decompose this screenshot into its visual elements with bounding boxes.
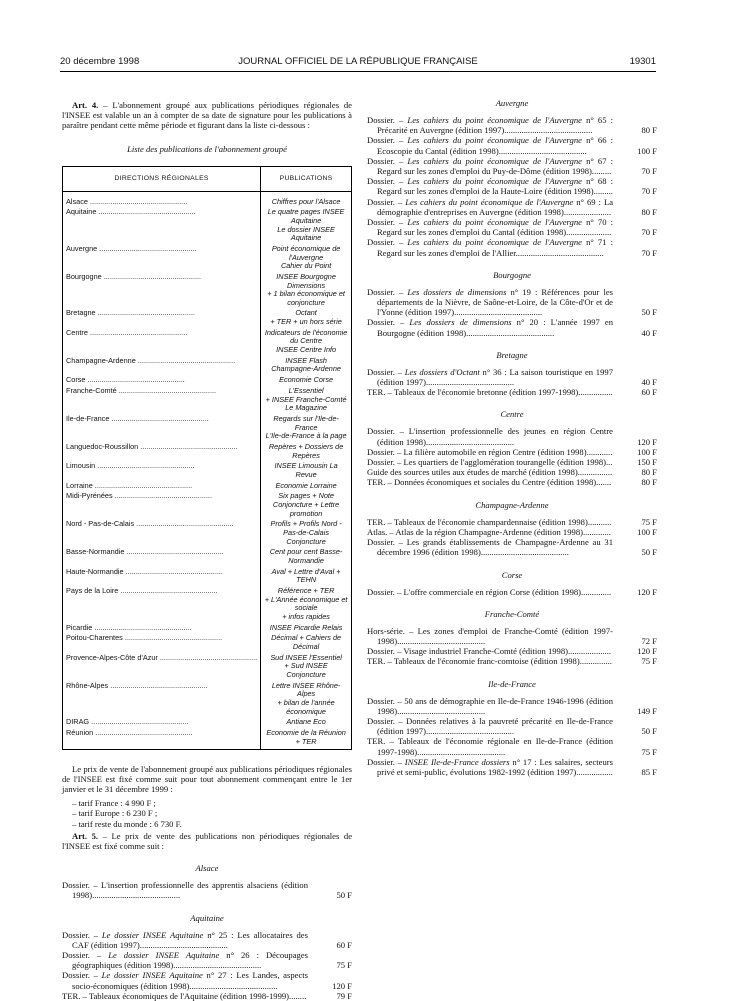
region-section-title: Bretagne: [496, 349, 528, 360]
entry-price: 75 F: [641, 746, 657, 757]
entry-text: TER. – Tableaux de l'économie régionale en Ile-de-France (édition 1997-1998): [367, 736, 613, 757]
entry-text: Dossier. –: [62, 970, 102, 981]
publication-entry: [367, 626, 657, 646]
region-section-title: Aquitaine: [190, 912, 224, 923]
entry-series-title: INSEE Ile-de-France dossiers: [404, 756, 510, 767]
publication-entry: [367, 457, 657, 467]
entry-price: 150 F: [637, 457, 657, 468]
entry-series-title: Les dossiers d'Octant: [404, 366, 480, 377]
entry-price: 60 F: [641, 387, 657, 398]
publication-cell: Référence + TER + L'Année économique et sociale + infos rapides: [264, 586, 348, 621]
entry-series-title: Les dossiers de dimensions: [409, 317, 512, 328]
entry-text: Dossier. –: [62, 949, 109, 960]
region-cell: [63, 718, 261, 729]
entry-price: 50 F: [336, 890, 352, 901]
region-name: Languedoc-Roussillon .....: [66, 443, 238, 451]
region-section-title: Bourgogne: [493, 269, 531, 280]
entry-text: Atlas. – Atlas de la région Champagne-Ardenne (édition 1998): [367, 526, 583, 537]
region-cell: [63, 587, 261, 624]
entry-text-cont: n° 27 : Les Landes, aspects socio-économiques (édition 1998): [72, 970, 308, 991]
header-rule: [60, 71, 656, 72]
region-name: Aquitaine .....: [66, 208, 196, 216]
publication-entry: [62, 880, 352, 900]
region-section-title: Centre: [500, 409, 524, 420]
publication-cell: Profils + Profils Nord - Pas-de-Calais Conjoncture: [270, 519, 342, 546]
entry-text-cont: n° 65 : Précarité en Auvergne (édition 1997): [377, 115, 613, 136]
region-cell: [63, 208, 261, 245]
region-name: Haute-Normandie .....: [66, 568, 223, 576]
article-5-text: – Le prix de vente des publications non périodiques régionales de l'INSEE est fixé comme suit :: [62, 830, 353, 851]
publication-cell: Cent pour cent Basse-Normandie: [269, 547, 343, 565]
region-cell: [63, 548, 261, 567]
dot-leader: .........................................: [504, 125, 593, 136]
publication-entry: [367, 716, 657, 736]
entry-text: Dossier. –: [367, 176, 408, 187]
dot-leader: .........................................: [425, 726, 515, 737]
region-section-title: Auvergne: [495, 98, 529, 108]
entry-price: 60 F: [336, 939, 352, 950]
entry-price: 75 F: [336, 960, 352, 971]
tariff-item: – tarif reste du monde : 6 730 F.: [72, 818, 182, 829]
entry-text: Dossier. – La filière automobile en région Centre (édition 1998): [367, 446, 587, 457]
dot-leader: .........................................: [417, 746, 506, 757]
article-4: [62, 100, 352, 131]
publication-cell: Regards sur l'Ile-de-France L'Ile-de-France à la page: [265, 413, 347, 441]
entry-text-cont: n° 17 : Les salaires, secteurs privé et semi-public, évolutions 1982-1992 (édition 1997): [377, 756, 614, 777]
table-row: [63, 729, 352, 749]
publication-entry: [367, 426, 657, 446]
region-name: Picardie .....: [66, 624, 192, 632]
region-section-title: Franche-Comté: [484, 608, 540, 619]
entry-text: Dossier. – Données relatives à la pauvreté précarité en Ile-de-France (édition 1997): [367, 715, 613, 737]
table-row: [63, 520, 352, 548]
publication-cell: INSEE Bourgogne Dimensions + 1 bilan économique et conjoncture: [267, 271, 345, 307]
entry-series-title: Les cahiers du point économique de l'Auvergne: [407, 176, 582, 187]
entry-price: 70 F: [641, 186, 657, 197]
article-5: [62, 831, 352, 851]
entry-text-cont: n° 66 : Ecoscopie du Cantal (édition 1998): [377, 135, 613, 156]
region-cell: [63, 624, 261, 635]
entry-text-cont: n° 69 : La démographie d'entreprises en Auvergne (édition 1998): [377, 196, 614, 217]
left-column: [62, 100, 352, 1001]
region-name: Alsace .....: [66, 197, 187, 206]
entry-price: 50 F: [641, 307, 657, 318]
dot-leader: .........................................: [498, 145, 587, 156]
region-name: Basse-Normandie .....: [66, 548, 224, 556]
entry-text: TER. – Tableaux de l'économie franc-comtoise (édition 1998): [367, 656, 580, 667]
dot-leader: ................: [577, 467, 613, 478]
dot-leader: ...............: [579, 656, 612, 667]
right-column: [367, 98, 657, 777]
region-cell: [63, 329, 261, 357]
entry-series-title: Les cahiers du point économique de l'Auvergne: [407, 217, 582, 228]
publication-entry: [367, 367, 657, 387]
tariff-list: [62, 798, 352, 829]
entry-text: Dossier. –: [367, 135, 408, 146]
region-name: Bourgogne .....: [66, 273, 201, 281]
article-4-label: Art. 4.: [72, 100, 99, 110]
entry-price: 100 F: [637, 145, 657, 156]
region-cell: [63, 273, 261, 310]
entry-price: 100 F: [637, 526, 657, 537]
table-row: [63, 492, 352, 520]
region-cell: [63, 462, 261, 481]
entry-price: 120 F: [637, 646, 657, 657]
entry-text: Dossier. –: [367, 366, 405, 377]
entry-price: 40 F: [641, 327, 657, 338]
region-cell: [63, 520, 261, 548]
publication-cell: L'Essentiel + INSEE Franche-Comté Le Magazine: [265, 385, 347, 413]
entry-text: Guide des sources utiles aux études de marché (édition 1998): [367, 467, 578, 478]
entry-series-title: Les cahiers du point économique de l'Auvergne: [407, 155, 582, 166]
entry-text: Dossier. –: [62, 929, 102, 940]
publication-cell: INSEE Picardie Relais: [269, 622, 343, 632]
entry-text: Dossier. –: [367, 237, 408, 248]
entry-text: TER. – Tableaux de l'économie bretonne (édition 1997-1998): [367, 387, 579, 398]
publication-cell: Aval + Lettre d'Aval + TEHN: [271, 566, 341, 585]
publication-entry: [367, 287, 657, 318]
entry-text: Dossier. –: [367, 286, 408, 297]
entry-text: Dossier. – L'offre commerciale en région Corse (édition 1998): [367, 586, 582, 597]
publication-entry: [62, 970, 352, 990]
publication-cell: Octant + TER + un hors série: [270, 308, 342, 327]
entry-text: TER. – Tableaux économiques de l'Aquitaine (édition 1998-1999): [62, 990, 290, 1001]
entry-text-cont: n° 68 : Regard sur les zones d'emploi de la Haute-Loire (édition 1998): [377, 176, 613, 197]
entry-price: 79 F: [336, 990, 352, 1001]
publication-entry: [367, 197, 657, 217]
region-cell: [63, 357, 261, 376]
region-name: Nord - Pas-de-Calais .....: [66, 520, 233, 528]
entry-text-cont: n° 70 : Regard sur les zones d'emploi du Cantal (édition 1998): [377, 217, 613, 238]
entry-text-cont: n° 36 : La saison touristique en 1997 (édition 1997): [377, 366, 613, 388]
table-row: [63, 191, 352, 208]
region-cell: [63, 729, 261, 749]
table-row: [63, 415, 352, 443]
entry-text: Dossier. – L'insertion professionnelle des apprentis alsaciens (édition 1998): [62, 880, 308, 901]
region-cell: [63, 654, 261, 682]
region-section-title: Corse: [501, 569, 523, 580]
publication-cell: Economie Corse: [279, 375, 334, 385]
entry-text: TER. – Tableaux de l'économie champardennaise (édition 1998): [367, 516, 588, 527]
entry-price: 50 F: [641, 547, 657, 558]
publication-entry: [62, 991, 352, 1001]
region-name: Rhône-Alpes .....: [66, 682, 208, 690]
region-cell: [63, 482, 261, 493]
entry-text: Dossier. –: [367, 196, 406, 207]
publication-cell: Lettre INSEE Rhône-Alpes + bilan de l'année économique: [271, 680, 341, 716]
entry-price: 120 F: [332, 980, 352, 991]
entry-price: 80 F: [641, 477, 657, 488]
publication-cell: Economie Lorraine: [275, 480, 337, 490]
region-name: Pays de la Loire .....: [66, 587, 218, 595]
publication-entry: [367, 447, 657, 457]
entry-price: 75 F: [641, 516, 657, 527]
header-date: 20 décembre 1998: [60, 56, 140, 67]
publication-cell: INSEE Limousin La Revue: [274, 461, 338, 479]
entry-text: TER. – Données économiques et sociales du Centre (édition 1998): [367, 477, 597, 488]
tariff-item: – tarif France : 4 990 F ;: [72, 798, 156, 809]
dot-leader: .............: [582, 526, 611, 537]
region-cell: [63, 309, 261, 328]
entry-text: Dossier. –: [367, 217, 408, 228]
entry-text-cont: n° 26 : Découpages géographiques (édition 1998): [72, 949, 308, 971]
publication-entry: [367, 317, 657, 337]
dot-leader: .........................................: [173, 960, 262, 971]
region-name: Bretagne .....: [66, 309, 195, 317]
table-row: [63, 682, 352, 719]
entry-price: 80 F: [641, 467, 657, 478]
publication-entry: [367, 646, 657, 656]
table-row: [63, 387, 352, 415]
region-section-title: Alsace: [195, 863, 219, 874]
entry-price: 85 F: [641, 766, 657, 777]
table-row: [63, 309, 352, 328]
entry-price: 120 F: [637, 586, 657, 597]
publication-entry: [367, 587, 657, 597]
entry-price: 120 F: [637, 436, 657, 447]
entry-text-cont: n° 20 : L'année 1997 en Bourgogne (édition 1998): [377, 317, 613, 338]
region-cell: [63, 492, 261, 520]
entry-price: 70 F: [641, 166, 657, 177]
entry-text: Dossier. – 50 ans de démographie en Ile-de-France 1946-1996 (édition 1998): [367, 695, 613, 716]
region-section-title: Ile-de-France: [488, 678, 536, 689]
entry-text: Dossier. – Les quartiers de l'agglomération tourangelle (édition 1998): [367, 457, 607, 468]
region-name: Midi-Pyrénées .....: [66, 492, 212, 500]
dot-leader: .........................................: [466, 327, 555, 338]
dot-leader: .........................................: [92, 890, 181, 901]
col-header-regions: DIRECTIONS RÉGIONALES: [63, 166, 261, 191]
dot-leader: .........: [593, 186, 613, 197]
dot-leader: ............: [586, 446, 613, 457]
table-row: [63, 587, 352, 624]
dot-leader: .................: [576, 766, 613, 777]
dot-leader: ................: [578, 387, 613, 398]
publication-cell: Décimal + Cahiers de Décimal: [271, 633, 342, 652]
dot-leader: .........................................: [139, 939, 228, 950]
region-name: Auvergne .....: [66, 245, 197, 253]
article-5-label: Art. 5.: [72, 830, 99, 841]
table-title: Liste des publications de l'abonnement groupé: [127, 143, 287, 154]
entry-text: Dossier. –: [367, 155, 408, 166]
region-cell: [63, 682, 261, 719]
dot-leader: ...........: [587, 516, 612, 527]
publication-entry: [62, 930, 352, 950]
entry-price: 80 F: [641, 206, 657, 217]
dot-leader: .........................................: [189, 980, 278, 991]
entry-price: 40 F: [641, 377, 657, 388]
publication-cell: Economie de la Réunion + TER: [266, 728, 346, 746]
dot-leader: .........: [591, 166, 612, 177]
price-paragraph: Le prix de vente de l'abonnement groupé aux publications périodiques régionales de l'INSEE est fixé comme suit pour tout abonnement commençant entre le 1er janvier et le 31 décembre 1999 :: [62, 763, 352, 794]
entry-price: 72 F: [641, 635, 657, 646]
publication-cell: Sud INSEE l'Essentiel + Sud INSEE Conjoncture: [270, 652, 342, 680]
dot-leader: .....................: [566, 227, 612, 238]
table-row: [63, 273, 352, 310]
table-row: [63, 462, 352, 481]
article-4-text: – L'abonnement groupé aux publications périodiques régionales de l'INSEE est valable un an à compter de sa date de signature pour les publications à paraître pendant cette même période et figurant dans la liste ci-dessous :: [62, 100, 352, 131]
entry-series-title: Les dossiers de dimensions: [407, 286, 507, 297]
entry-text: Dossier. –: [367, 756, 405, 767]
entry-text: Dossier. – Les grands établissements de Champagne-Ardenne au 31 décembre 1996 (édition 1998): [367, 537, 613, 558]
header-journal-title: JOURNAL OFFICIEL DE LA RÉPUBLIQUE FRANÇAISE: [238, 56, 478, 67]
publication-cell: INSEE Flash Champagne-Ardenne: [271, 355, 341, 374]
region-cell: [63, 387, 261, 415]
publication-entry: [367, 537, 657, 557]
region-cell: [63, 443, 261, 462]
entry-text: Dossier. – Visage industriel Franche-Comté (édition 1998): [367, 646, 569, 657]
region-section-title: Champagne-Ardenne: [475, 499, 549, 510]
dot-leader: ....................: [568, 646, 611, 657]
region-cell: [63, 568, 261, 587]
table-row: [63, 634, 352, 653]
dot-leader: .........................................: [480, 547, 569, 558]
region-name: Provence-Alpes-Côte d'Azur .....: [66, 654, 257, 662]
dot-leader: .........................................: [397, 635, 486, 646]
publication-entry: [367, 736, 657, 756]
tariff-item: – tarif Europe : 6 230 F ;: [72, 808, 158, 819]
dot-leader: .........................................: [425, 377, 515, 388]
region-name: Limousin .....: [66, 462, 195, 470]
publication-cell: Point économique de l'Auvergne Cahier du Point: [271, 243, 341, 271]
dot-leader: ........: [289, 990, 307, 1001]
region-name: DIRAG .....: [66, 718, 188, 726]
publication-cell: Repères + Dossiers de Repères: [268, 441, 344, 460]
publication-cell: Indicateurs de l'économie du Centre INSEE Centre Info: [264, 327, 348, 355]
publication-entry: [367, 156, 657, 176]
entry-text-cont: n° 67 : Regard sur les zones d'emploi du Puy-de-Dôme (édition 1998): [377, 155, 613, 177]
dot-leader: .........................................: [397, 705, 486, 716]
publication-entry: [367, 135, 657, 155]
header-page-number: 19301: [629, 56, 656, 67]
publication-cell: Chiffres pour l'Alsace: [271, 196, 341, 206]
publication-entry: [367, 467, 657, 477]
dot-leader: ...: [606, 457, 613, 468]
entry-series-title: Les cahiers du point économique de l'Auvergne: [407, 237, 582, 248]
publication-entry: [367, 115, 657, 135]
entry-price: 149 F: [637, 705, 657, 716]
entry-text-cont: n° 71 : Regard sur les zones d'emploi de l'Allier: [377, 237, 613, 258]
entry-text-cont: n° 19 : Références pour les départements de la Nièvre, de Saône-et-Loire, de la Côte-d'Or et de l'Yonne (édition 1997): [377, 286, 614, 318]
publication-entry: [367, 696, 657, 716]
entry-series-title: Le dossier INSEE Aquitaine: [108, 949, 220, 960]
entry-price: 80 F: [641, 125, 657, 136]
entry-price: 75 F: [641, 656, 657, 667]
region-name: Réunion .....: [66, 729, 193, 737]
publication-entry: [62, 950, 352, 970]
table-row: [63, 654, 352, 682]
dot-leader: .........................................: [454, 307, 543, 318]
publication-cell: Antiane Eco: [286, 717, 326, 727]
region-name: Champagne-Ardenne .....: [66, 357, 235, 365]
publications-table: [62, 166, 352, 750]
table-row: [63, 245, 352, 273]
dot-leader: ..............: [581, 586, 612, 597]
table-row: [63, 443, 352, 462]
dot-leader: .........................................: [425, 436, 515, 447]
region-name: Lorraine .....: [66, 482, 192, 490]
region-name: Corse .....: [66, 376, 185, 384]
publication-entry: [367, 477, 657, 487]
publication-entry: [367, 656, 657, 666]
entry-series-title: Le dossier INSEE Aquitaine: [101, 970, 203, 981]
region-cell: [63, 245, 261, 273]
region-name: Centre .....: [66, 329, 187, 337]
page-header: [60, 56, 656, 72]
region-cell: [63, 415, 261, 443]
col-header-publications: PUBLICATIONS: [261, 166, 352, 191]
publication-entry: [367, 757, 657, 777]
entry-price: 70 F: [641, 227, 657, 238]
publication-entry: [367, 176, 657, 196]
table-row: [63, 357, 352, 376]
region-name: Franche-Comté .....: [66, 387, 216, 395]
region-cell: [63, 634, 261, 653]
table-row: [63, 568, 352, 587]
entry-text: Dossier. –: [367, 317, 410, 328]
entry-text: Hors-série. – Les zones d'emploi de Franche-Comté (édition 1997-1998): [367, 625, 613, 646]
publication-entry: [367, 217, 657, 237]
dot-leader: .......: [596, 477, 612, 488]
publication-cell: Le quatre pages INSEE Aquitaine Le dossier INSEE Aquitaine: [267, 207, 345, 243]
publication-entry: [367, 237, 657, 257]
entry-text: Dossier. – L'insertion professionnelle des jeunes en région Centre (édition 1998): [367, 426, 613, 447]
entry-price: 70 F: [641, 247, 657, 258]
dot-leader: .........................................: [515, 247, 604, 258]
dot-leader: ......................: [563, 206, 612, 217]
publication-entry: [367, 527, 657, 537]
region-cell: [63, 376, 261, 387]
entry-series-title: Les cahiers du point économique de l'Auvergne: [407, 135, 582, 146]
table-row: [63, 548, 352, 567]
publication-entry: [367, 517, 657, 527]
entry-text-cont: n° 25 : Les allocataires des CAF (édition 1997): [72, 929, 308, 950]
entry-series-title: Le dossier INSEE Aquitaine: [101, 929, 204, 940]
region-name: Poitou-Charentes .....: [66, 634, 222, 642]
publication-entry: [367, 387, 657, 397]
entry-series-title: Les cahiers du point économique de l'Auvergne: [405, 196, 574, 207]
region-cell: [63, 191, 261, 208]
entry-price: 50 F: [641, 726, 657, 737]
entry-text: Dossier. –: [367, 115, 408, 125]
entry-price: 100 F: [637, 446, 657, 457]
table-row: [63, 208, 352, 245]
publication-cell: Six pages + Note Conjoncture + Lettre promotion: [272, 491, 340, 518]
table-row: [63, 329, 352, 357]
entry-series-title: Les cahiers du point économique de l'Auvergne: [407, 115, 582, 125]
region-name: Ile-de-France .....: [66, 415, 209, 423]
